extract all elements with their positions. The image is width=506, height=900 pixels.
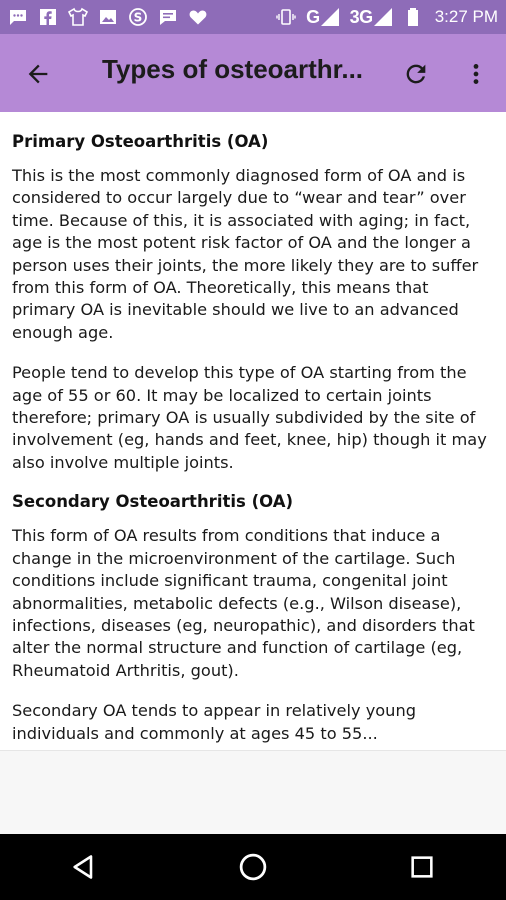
secondary-oa-paragraph-2: Secondary OA tends to appear in relatively young individuals and commonly at ages 45 to 55... bbox=[12, 701, 416, 743]
chat-icon bbox=[8, 7, 28, 27]
svg-text:S: S bbox=[133, 10, 143, 25]
secondary-oa-heading: Secondary Osteoarthritis (OA) bbox=[12, 492, 294, 512]
primary-oa-paragraph-2: People tend to develop this type of OA starting from the age of 55 or 60. It may be localized to certain joints therefore; primary OA is usually subdivided by the site of involvement (eg, hands and feet, knee, hip) though it may also involve multiple joints. bbox=[12, 363, 487, 472]
secondary-oa-paragraph-1: This form of OA results from conditions that induce a change in the microenvironment of the cartilage. Such conditions include significant trauma, congenital joint abnormalities, metabolic defects (e.g., Wilson disease), infections, diseases (eg, neuropathic), and disorders that alter the normal structure and function of cartilage (eg, Rheumatoid Arthritis, gout). bbox=[12, 526, 475, 680]
network-type-label: G bbox=[306, 6, 320, 27]
facebook-icon bbox=[38, 7, 58, 27]
status-bar bbox=[0, 0, 506, 34]
refresh-icon bbox=[402, 60, 430, 88]
image-icon bbox=[98, 7, 118, 27]
triangle-back-icon bbox=[70, 853, 98, 881]
skype-icon bbox=[128, 7, 148, 27]
article-content[interactable] bbox=[0, 112, 506, 750]
clock: 3:27 PM bbox=[434, 7, 498, 26]
arrow-left-icon bbox=[24, 60, 52, 88]
shirt-icon bbox=[68, 7, 88, 27]
more-vert-icon bbox=[463, 60, 489, 88]
primary-oa-heading: Primary Osteoarthritis (OA) bbox=[12, 132, 269, 151]
system-icons bbox=[276, 7, 498, 28]
vibrate-icon bbox=[276, 7, 296, 27]
more-options-button[interactable] bbox=[462, 58, 490, 90]
nav-recents-button[interactable] bbox=[402, 847, 442, 887]
app-bar bbox=[0, 34, 506, 112]
nav-home-button[interactable] bbox=[233, 847, 273, 887]
message-icon bbox=[158, 7, 178, 27]
bottom-blank-area bbox=[0, 750, 506, 835]
square-recents-icon bbox=[408, 853, 436, 881]
network-type-label-2: 3G bbox=[349, 6, 373, 27]
signal-icon bbox=[320, 7, 340, 27]
refresh-button[interactable] bbox=[400, 58, 432, 90]
signal-icon-2 bbox=[373, 7, 393, 27]
system-nav-bar bbox=[0, 834, 506, 900]
notification-icons bbox=[8, 7, 208, 27]
primary-oa-paragraph-1: This is the most commonly diagnosed form of OA and is considered to occur largely due to “wear and tear” over time. Because of this, it is associated with aging; in fact, age is the most potent risk factor of OA and the longer a person uses their joints, the more likely they are to suffer from this form of OA. Theoretically, this means that primary OA is inevitable should we live to an advanced enough age. bbox=[12, 166, 479, 342]
circle-home-icon bbox=[238, 852, 268, 882]
battery-icon bbox=[403, 7, 423, 27]
page-title: Types of osteoarthr... bbox=[102, 54, 364, 84]
heart-icon bbox=[188, 7, 208, 27]
nav-back-button[interactable] bbox=[64, 847, 104, 887]
back-button[interactable] bbox=[22, 58, 54, 90]
